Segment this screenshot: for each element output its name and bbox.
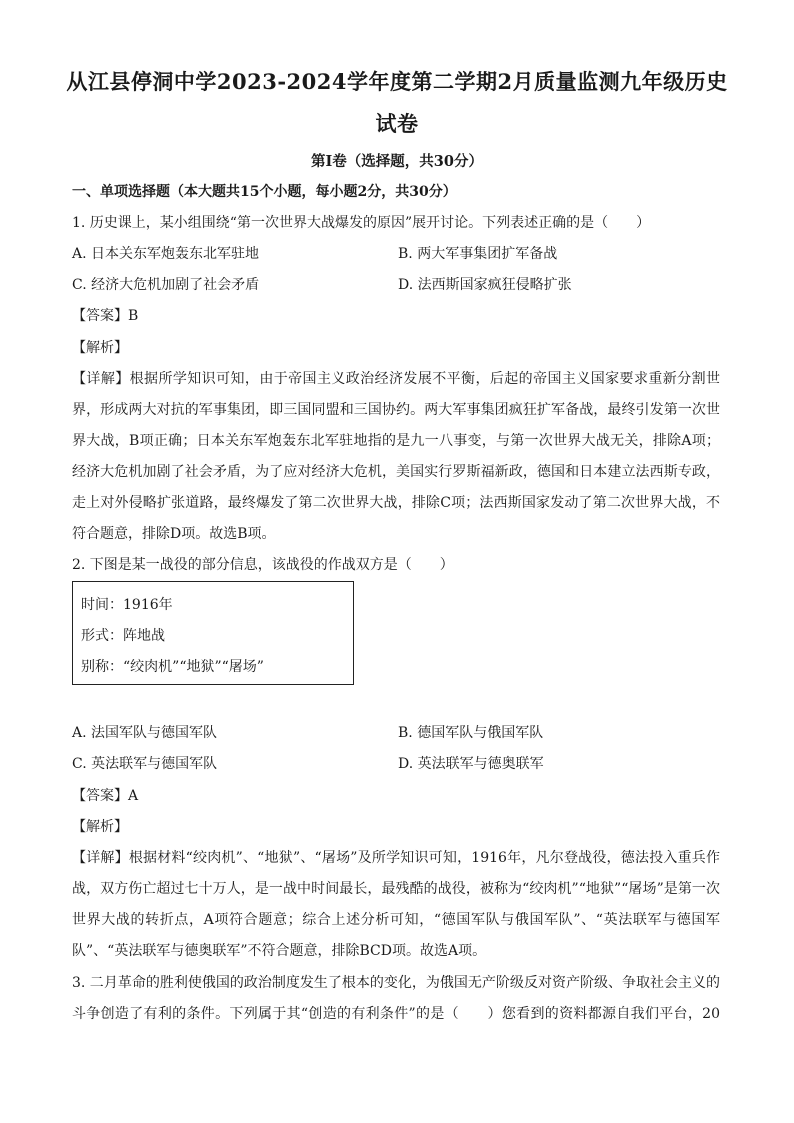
q1-answer: 【答案】B [72, 308, 139, 324]
q1-stem: 1. 历史课上，某小组围绕“第一次世界大战爆发的原因”展开讨论。下列表述正确的是（ ） [72, 215, 651, 231]
battle-alias: 别称：“绞肉机”“地狱”“屠场” [81, 659, 264, 675]
q1-detail-line: 界，形成两大对抗的军事集团，即三国同盟和三国协约。两大军事集团疯狂扩军备战，最终引发第一次世 [72, 402, 720, 418]
q2-option-a: A. 法国军队与德国军队 [72, 725, 218, 741]
exam-title-line1: 从江县停洞中学2023-2024学年度第二学期2月质量监测九年级历史 [66, 69, 728, 94]
q2-detail-line: 战，双方伤亡超过七十万人，是一战中时间最长，最残酷的战役，被称为“绞肉机”“地狱”“屠场”是第一次 [72, 881, 720, 897]
battle-info-box [72, 581, 354, 685]
q1-option-c: C. 经济大危机加剧了社会矛盾 [72, 277, 260, 293]
section-heading: 一、单项选择题（本大题共15个小题，每小题2分，共30分） [72, 184, 457, 200]
q2-option-b: B. 德国军队与俄国军队 [398, 725, 544, 741]
q2-detail-line: 世界大战的转折点，A项符合题意；综合上述分析可知，“德国军队与俄国军队”、“英法联军与德国军 [72, 912, 720, 928]
q2-stem: 2. 下图是某一战役的部分信息，该战役的作战双方是（ ） [72, 557, 454, 573]
q2-option-c: C. 英法联军与德国军队 [72, 756, 218, 772]
q1-detail-line: 走上对外侵略扩张道路，最终爆发了第二次世界大战，排除C项；法西斯国家发动了第二次世界大战，不 [72, 495, 720, 511]
exam-title-line2: 试卷 [375, 111, 419, 136]
q2-answer: 【答案】A [72, 788, 139, 804]
q1-option-b: B. 两大军事集团扩军备战 [398, 246, 558, 262]
q2-analysis-label: 【解析】 [72, 819, 128, 835]
q2-detail-line: 队”、“英法联军与德奥联军”不符合题意，排除BCD项。故选A项。 [72, 943, 487, 959]
q1-detail-line: 【详解】根据所学知识可知，由于帝国主义政治经济发展不平衡，后起的帝国主义国家要求重新分割世 [72, 371, 720, 387]
q1-detail-line: 符合题意，排除D项。故选B项。 [72, 526, 276, 542]
battle-form: 形式：阵地战 [81, 628, 165, 644]
q1-option-d: D. 法西斯国家疯狂侵略扩张 [398, 277, 572, 293]
q3-stem-line: 斗争创造了有利的条件。下列属于其“创造的有利条件”的是（ ）您看到的资料都源自我们平台，20 [72, 1006, 720, 1022]
q3-stem-line: 3. 二月革命的胜利使俄国的政治制度发生了根本的变化，为俄国无产阶级反对资产阶级、争取社会主义的 [72, 975, 720, 991]
q2-option-d: D. 英法联军与德奥联军 [398, 756, 544, 772]
battle-time: 时间：1916年 [81, 597, 173, 613]
volume-heading: 第Ⅰ卷（选择题，共30分） [311, 153, 483, 170]
q1-detail-line: 界大战，B项正确；日本关东军炮轰东北军驻地指的是九一八事变，与第一次世界大战无关，排除A项； [72, 433, 720, 449]
q1-analysis-label: 【解析】 [72, 340, 128, 356]
q2-detail-line: 【详解】根据材料“绞肉机”、“地狱”、“屠场”及所学知识可知，1916年，凡尔登战役，德法投入重兵作 [72, 850, 720, 866]
q1-detail-line: 经济大危机加剧了社会矛盾，为了应对经济大危机，美国实行罗斯福新政，德国和日本建立法西斯专政， [72, 464, 720, 480]
q1-option-a: A. 日本关东军炮轰东北军驻地 [72, 246, 260, 262]
